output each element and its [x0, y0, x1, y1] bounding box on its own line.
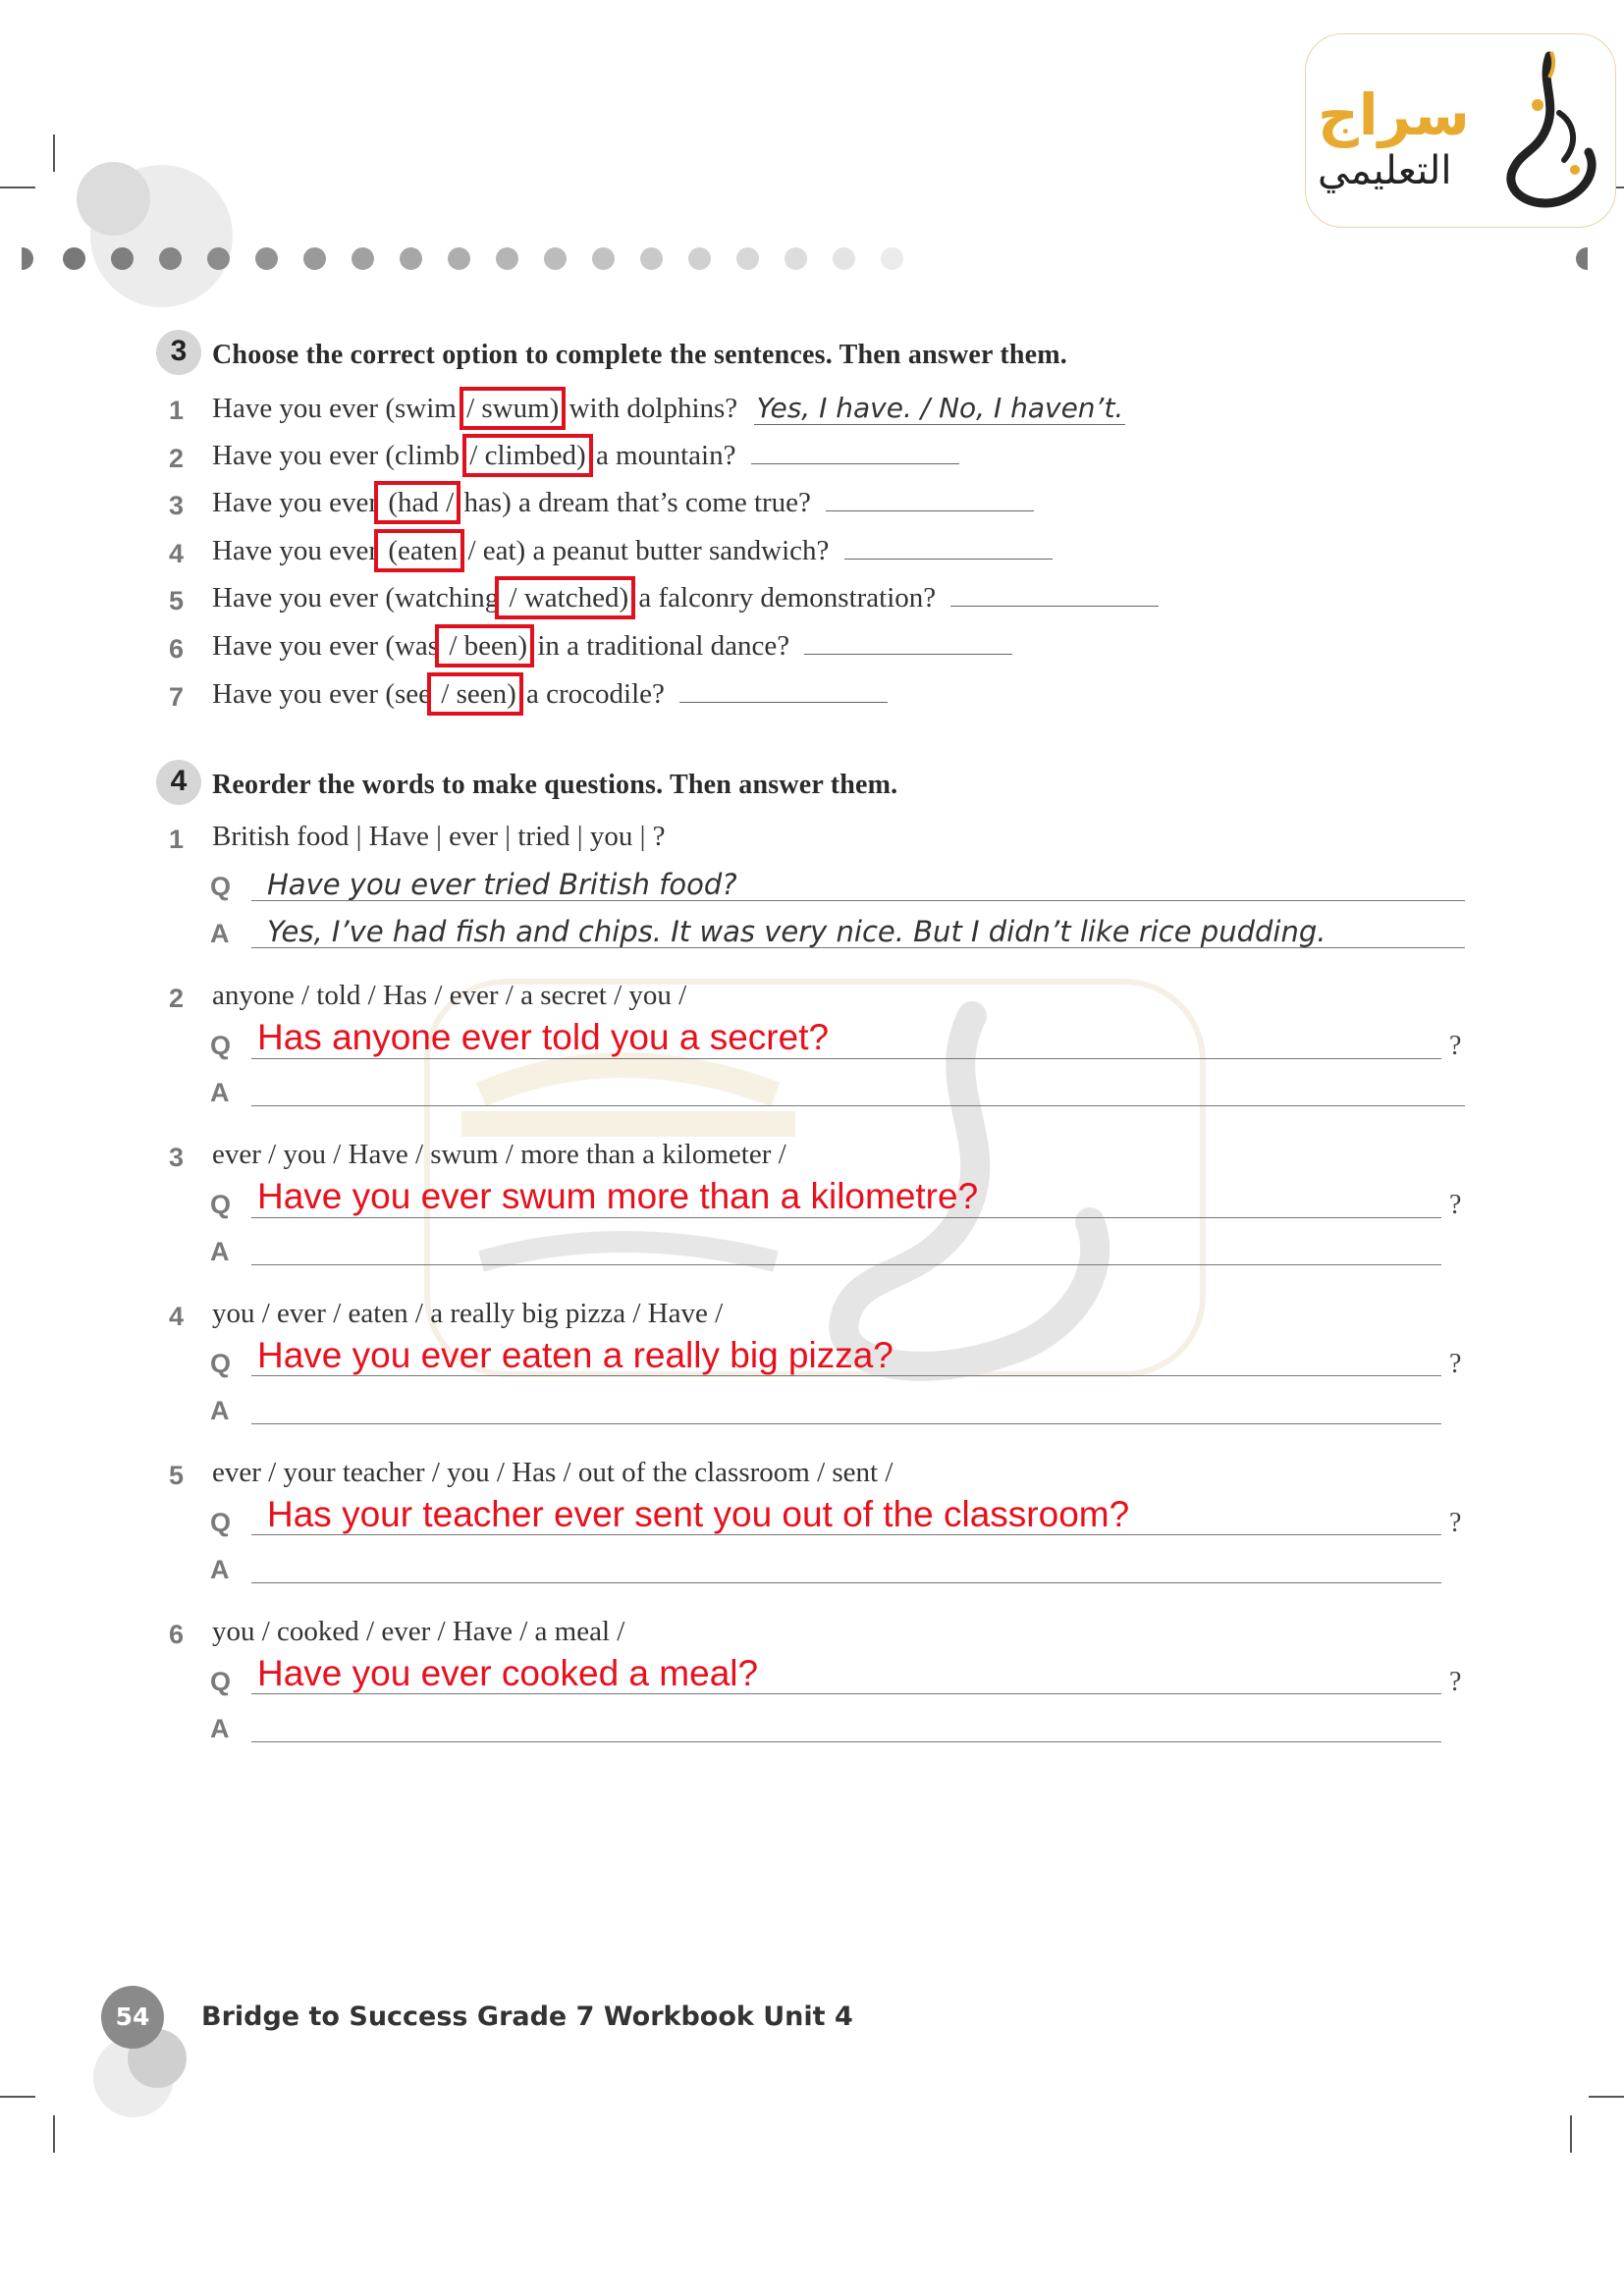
exercise-instruction: Choose the correct option to complete the sentences. Then answer them. — [212, 340, 1067, 370]
sentence-text: Have you ever (watching — [212, 582, 500, 614]
decor-dot — [496, 247, 518, 270]
dot-half — [22, 247, 33, 270]
selected-option[interactable]: / been) — [435, 624, 534, 667]
answer-line[interactable] — [251, 1693, 1441, 1694]
question-mark: ? — [1449, 1031, 1462, 1061]
word-prompt: ever / you / Have / swum / more than a kilometer / — [212, 1139, 786, 1170]
logo-text: سراج — [1318, 81, 1470, 148]
crop-mark — [53, 2115, 55, 2153]
question-mark: ? — [1449, 1667, 1462, 1697]
exercise-number: 3 — [156, 330, 201, 375]
item-number: 6 — [169, 1620, 185, 1649]
decor-dot — [736, 247, 759, 270]
decor-dot — [159, 247, 182, 270]
a-label: A — [210, 1078, 230, 1107]
red-question: Have you ever cooked a meal? — [257, 1653, 759, 1693]
a-label: A — [210, 919, 230, 948]
page-number: 54 — [115, 2002, 150, 2031]
item-number: 2 — [169, 984, 185, 1013]
item-number: 4 — [169, 539, 185, 568]
a-label: A — [210, 1396, 230, 1425]
answer-line[interactable] — [251, 1741, 1441, 1742]
a-label: A — [210, 1237, 230, 1266]
red-question: Has your teacher ever sent you out of the classroom? — [267, 1494, 1130, 1534]
question-mark: ? — [1449, 1190, 1462, 1220]
answer-line[interactable] — [251, 1058, 1441, 1059]
logo — [1305, 33, 1616, 228]
decor-dot — [111, 247, 134, 270]
q-label: Q — [210, 1190, 232, 1219]
sentence-text: Have you ever — [212, 487, 379, 518]
sentence — [212, 487, 1034, 519]
sentence — [212, 440, 959, 472]
selected-option[interactable]: / swum) — [460, 387, 566, 430]
crop-mark — [53, 134, 55, 172]
item-number: 3 — [169, 1143, 185, 1172]
decor-dot — [833, 247, 855, 270]
logo-subtext: التعليمي — [1318, 148, 1452, 193]
answer-line[interactable] — [844, 535, 1053, 560]
answer-line[interactable] — [251, 947, 1465, 948]
crop-mark — [1570, 2115, 1572, 2153]
word-prompt: British food | Have | ever | tried | you | ? — [212, 821, 666, 852]
decor-dot — [63, 247, 85, 270]
exercise-number: 4 — [156, 760, 201, 805]
sentence-text: Have you ever — [212, 535, 379, 566]
sentence-text: Have you ever (swim — [212, 393, 464, 424]
selected-option[interactable]: / climbed) — [462, 434, 592, 477]
answer-line[interactable] — [751, 440, 959, 464]
sentence-text: in a traditional dance? — [530, 630, 790, 662]
selected-option[interactable]: (had / — [374, 481, 460, 524]
selected-option[interactable]: / watched) — [495, 576, 635, 619]
answer-line[interactable] — [251, 1105, 1465, 1106]
item-number: 3 — [169, 491, 185, 520]
decor-dot — [255, 247, 278, 270]
crop-mark — [0, 2096, 35, 2098]
decor-dot — [352, 247, 374, 270]
red-question: Has anyone ever told you a secret? — [257, 1017, 830, 1057]
sentence-text: / eat) a peanut butter sandwich? — [460, 535, 830, 566]
answer-line[interactable] — [251, 1217, 1441, 1218]
decor-dot — [400, 247, 422, 270]
dot-half — [1576, 247, 1588, 270]
word-prompt: anyone / told / Has / ever / a secret / you / — [212, 980, 687, 1011]
sentence — [212, 678, 888, 711]
crop-mark — [0, 187, 35, 188]
item-number: 1 — [169, 825, 185, 854]
sentence-text: has) a dream that’s come true? — [457, 487, 811, 518]
word-prompt: ever / your teacher / you / Has / out of the classroom / sent / — [212, 1457, 893, 1488]
red-question: Have you ever swum more than a kilometre? — [257, 1176, 979, 1216]
answer-line[interactable] — [251, 900, 1465, 901]
decor-dot — [448, 247, 470, 270]
item-number: 5 — [169, 586, 185, 615]
sentence-text: Have you ever (was — [212, 630, 440, 662]
a-label: A — [210, 1555, 230, 1584]
sentence — [212, 535, 1053, 567]
sentence-text: a crocodile? — [518, 678, 665, 710]
a-label: A — [210, 1714, 230, 1743]
question-mark: ? — [1449, 1349, 1462, 1379]
sentence — [212, 582, 1159, 614]
q-label: Q — [210, 1667, 232, 1696]
answer-line[interactable] — [251, 1264, 1441, 1265]
answer-text: Yes, I have. / No, I haven’t. — [756, 392, 1124, 424]
item-number: 4 — [169, 1302, 185, 1331]
selected-option[interactable]: / seen) — [427, 672, 523, 716]
q-label: Q — [210, 1031, 232, 1060]
question-mark: ? — [1449, 1508, 1462, 1538]
sentence — [212, 630, 1012, 663]
q-label: Q — [210, 872, 232, 901]
sentence — [212, 392, 1125, 425]
item-number: 1 — [169, 396, 185, 425]
decor-dot — [303, 247, 326, 270]
decor-dot — [640, 247, 663, 270]
selected-option[interactable]: (eaten — [374, 529, 464, 572]
decor-dot — [207, 247, 230, 270]
decor-dot — [688, 247, 711, 270]
q-label: Q — [210, 1349, 232, 1378]
crop-mark — [1589, 2096, 1624, 2098]
calligraphy-icon — [1490, 44, 1610, 221]
question-answer: Have you ever tried British food? — [267, 868, 737, 901]
answer-line[interactable] — [804, 630, 1012, 655]
answer-line[interactable] — [679, 678, 888, 703]
decor-dot — [785, 247, 807, 270]
decor-circle — [77, 162, 150, 236]
red-question: Have you ever eaten a really big pizza? — [257, 1335, 893, 1375]
item-number: 2 — [169, 444, 185, 473]
sentence-text: Have you ever (see — [212, 678, 432, 710]
sentence-text: Have you ever (climb — [212, 440, 467, 471]
item-number: 5 — [169, 1461, 185, 1490]
sentence-text: with dolphins? — [562, 393, 738, 424]
word-prompt: you / ever / eaten / a really big pizza / Have / — [212, 1298, 724, 1329]
answer-line[interactable] — [251, 1534, 1441, 1535]
word-prompt: you / cooked / ever / Have / a meal / — [212, 1616, 625, 1647]
sentence-text: a falconry demonstration? — [631, 582, 937, 614]
q-label: Q — [210, 1508, 232, 1537]
decor-dot — [592, 247, 615, 270]
footer-title: Bridge to Success Grade 7 Workbook Unit 4 — [201, 2002, 853, 2032]
page-number-badge — [101, 1986, 164, 2049]
answer-line[interactable] — [251, 1582, 1441, 1583]
exercise-instruction: Reorder the words to make questions. Then answer them. — [212, 770, 898, 800]
answer-line[interactable] — [251, 1375, 1441, 1376]
item-number: 6 — [169, 634, 185, 664]
answer-text: Yes, I’ve had fish and chips. It was very nice. But I didn’t like rice pudding. — [267, 915, 1326, 948]
answer-line[interactable] — [950, 582, 1159, 607]
item-number: 7 — [169, 682, 185, 712]
decor-dot — [881, 247, 903, 270]
decor-dot — [544, 247, 567, 270]
sentence-text: a mountain? — [588, 440, 736, 471]
answer-line[interactable] — [826, 487, 1034, 511]
answer-line[interactable] — [251, 1423, 1441, 1424]
